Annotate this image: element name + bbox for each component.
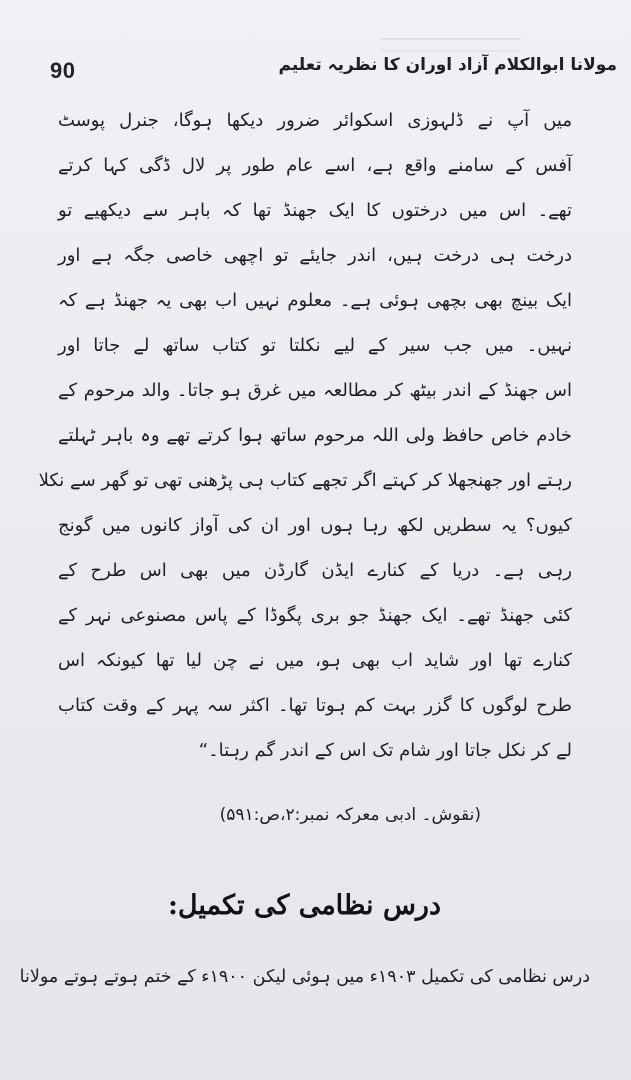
- passage-line: طرح لوگوں کا گزر بہت کم ہوتا تھا۔ اکثر سہ پہر کے وقت کتاب: [58, 695, 572, 716]
- passage-line: کئی جھنڈ تھے۔ ایک جھنڈ جو بری پگوڈا کے پاس مصنوعی نہر کے: [58, 605, 572, 626]
- passage-line-last: لے کر نکل جاتا اور شام تک اس کے اندر گم رہتا۔“: [198, 740, 572, 761]
- section-paragraph-line: درس نظامی کی تکمیل ۱۹۰۳ء میں ہوئی لیکن ۱۹۰۰ء کے ختم ہوتے ہوتے مولانا: [19, 967, 590, 987]
- page-number: 90: [50, 58, 76, 83]
- passage-line: ایک بینچ بھی بچھی ہوئی ہے۔ معلوم نہیں اب بھی یہ جھنڈ ہے کہ: [58, 290, 572, 311]
- passage-line: اس جھنڈ کے اندر بیٹھ کر مطالعہ میں غرق ہو جاتا۔ والد مرحوم کے: [58, 380, 572, 401]
- passage-line: خادم خاص حافظ ولی اللہ مرحوم ساتھ ہوا کرتے تھے وہ باہر ٹہلتے: [58, 425, 572, 446]
- quoted-passage: [38, 98, 572, 773]
- passage-line: آفس کے سامنے واقع ہے، اسے عام طور پر لال ڈگی کہا کرتے: [58, 155, 572, 176]
- citation: (نقوش۔ ادبی معرکہ نمبر:۲،ص:۵۹۱): [219, 805, 481, 825]
- section-heading: درس نظامی کی تکمیل:: [167, 890, 441, 921]
- passage-line: نہیں۔ میں جب سیر کے لیے نکلتا تو کتاب ساتھ لے جاتا اور: [58, 335, 572, 356]
- passage-line: تھے۔ اس میں درختوں کا ایک جھنڈ تھا کہ باہر سے دیکھیے تو: [58, 200, 572, 221]
- passage-line: درخت ہی درخت ہیں، اندر جایئے تو اچھی خاصی جگہ ہے اور: [58, 245, 572, 266]
- passage-line: کیوں؟ یہ سطریں لکھ رہا ہوں اور ان کی آواز کانوں میں گونج: [58, 515, 572, 536]
- running-header: مولانا ابوالکلام آزاد اوران کا نظریہ تعلیم: [278, 55, 617, 75]
- passage-line: کنارے تھا اور شاید اب بھی ہو، میں نے چن لیا تھا کیونکہ اس: [58, 650, 572, 671]
- passage-line: رہی ہے۔ دریا کے کنارے ایڈن گارڈن میں بھی اس طرح کے: [58, 560, 572, 581]
- passage-line: رہتے اور جھنجھلا کر کہتے اگر تجھے کتاب ہی پڑھنی تھی تو گھر سے نکلا: [38, 470, 572, 491]
- passage-line: میں آپ نے ڈلہوزی اسکوائر ضرور دیکھا ہوگا، جنرل پوسٹ: [58, 110, 572, 131]
- bleed-through-mark: [381, 38, 521, 52]
